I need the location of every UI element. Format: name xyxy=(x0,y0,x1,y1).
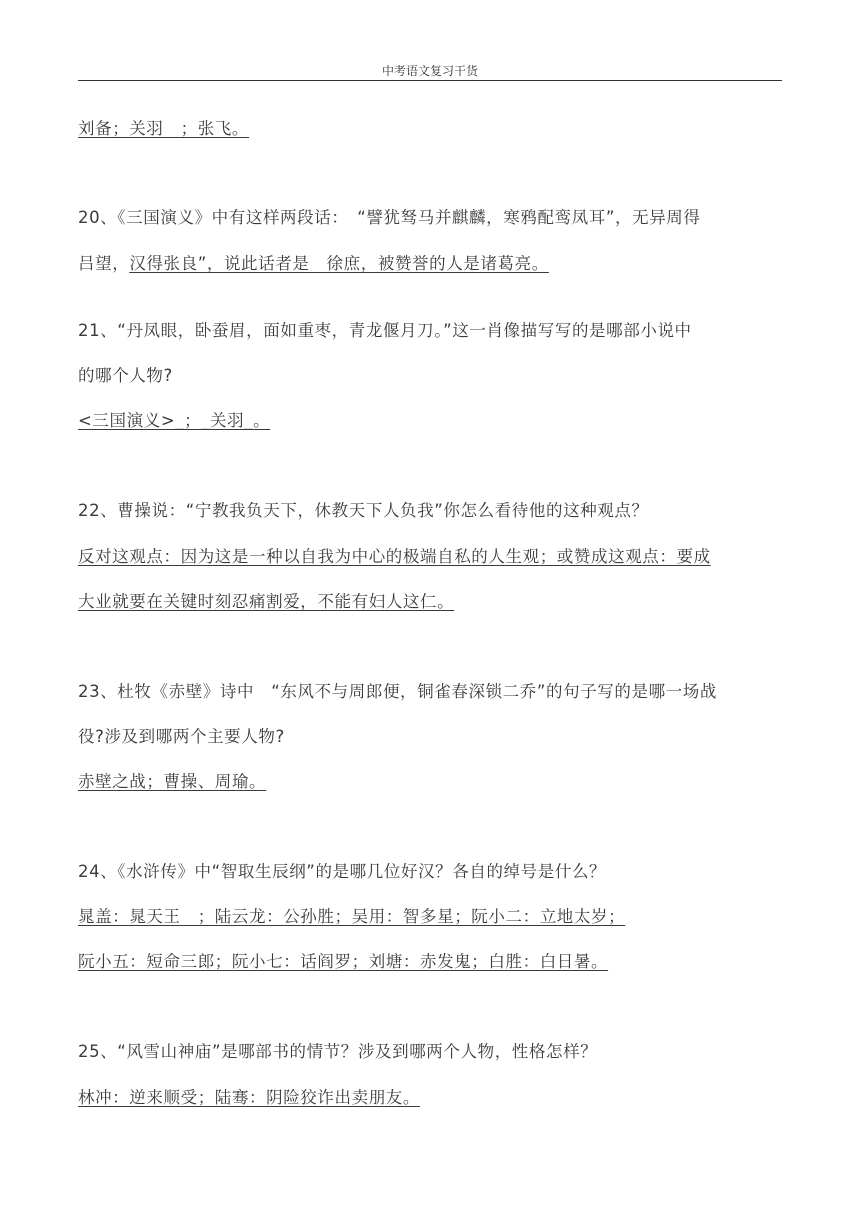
question-21-line-1: 21、“丹凤眼，卧蚕眉，面如重枣，青龙偃月刀。”这一肖像描写写的是哪部小说中 xyxy=(78,321,692,340)
question-20-line-2 xyxy=(78,253,549,275)
header-divider xyxy=(78,80,782,81)
question-20-line-1: 20、《三国演义》中有这样两段话： “譬犹驽马并麒麟，寒鸦配鸾凤耳”，无异周得 xyxy=(78,208,701,227)
question-24-line-1: 24、《水浒传》中“智取生辰纲”的是哪几位好汉？各自的绰号是什么？ xyxy=(78,862,607,881)
answer-23: 赤壁之战；曹操、周瑜。 xyxy=(78,772,267,791)
question-21-line-2: 的哪个人物? xyxy=(78,366,173,385)
answer-21: <三国演义>_；_关羽_。 xyxy=(78,411,271,430)
answer-19: 刘备；关羽 ；张飞。 xyxy=(78,119,249,138)
answer-20: 汉得张良”，说此话者是 徐庶，被赞誉的人是诸葛亮。 xyxy=(129,254,549,273)
answer-25: 林冲：逆来顺受；陆骞：阴险狡诈出卖朋友。 xyxy=(78,1088,420,1107)
answer-22-line-1: 反对这观点：因为这是一种以自我为中心的极端自私的人生观；或赞成这观点：要成 xyxy=(78,547,711,566)
answer-22-line-2: 大业就要在关键时刻忍痛割爱，不能有妇人这仁。 xyxy=(78,592,455,611)
question-20-prefix: 吕望， xyxy=(78,254,130,273)
question-25-line-1: 25、“风雪山神庙”是哪部书的情节？涉及到哪两个人物，性格怎样？ xyxy=(78,1042,598,1061)
question-23-line-2: 役?涉及到哪两个主要人物? xyxy=(78,727,285,746)
answer-24-line-1: 晁盖：晁天王 ；陆云龙：公孙胜；吴用：智多星；阮小二：立地太岁； xyxy=(78,907,626,926)
answer-24-line-2: 阮小五：短命三郎；阮小七：话阎罗；刘塘：赤发鬼；白胜：白日暑。 xyxy=(78,952,609,971)
question-23-line-1: 23、杜牧《赤壁》诗中 “东风不与周郎便，铜雀春深锁二乔”的句子写的是哪一场战 xyxy=(78,682,717,701)
question-22-line-1: 22、曹操说：“宁教我负天下，休教天下人负我”你怎么看待他的这种观点？ xyxy=(78,501,649,520)
page-header-title: 中考语文复习干货 xyxy=(381,64,478,78)
